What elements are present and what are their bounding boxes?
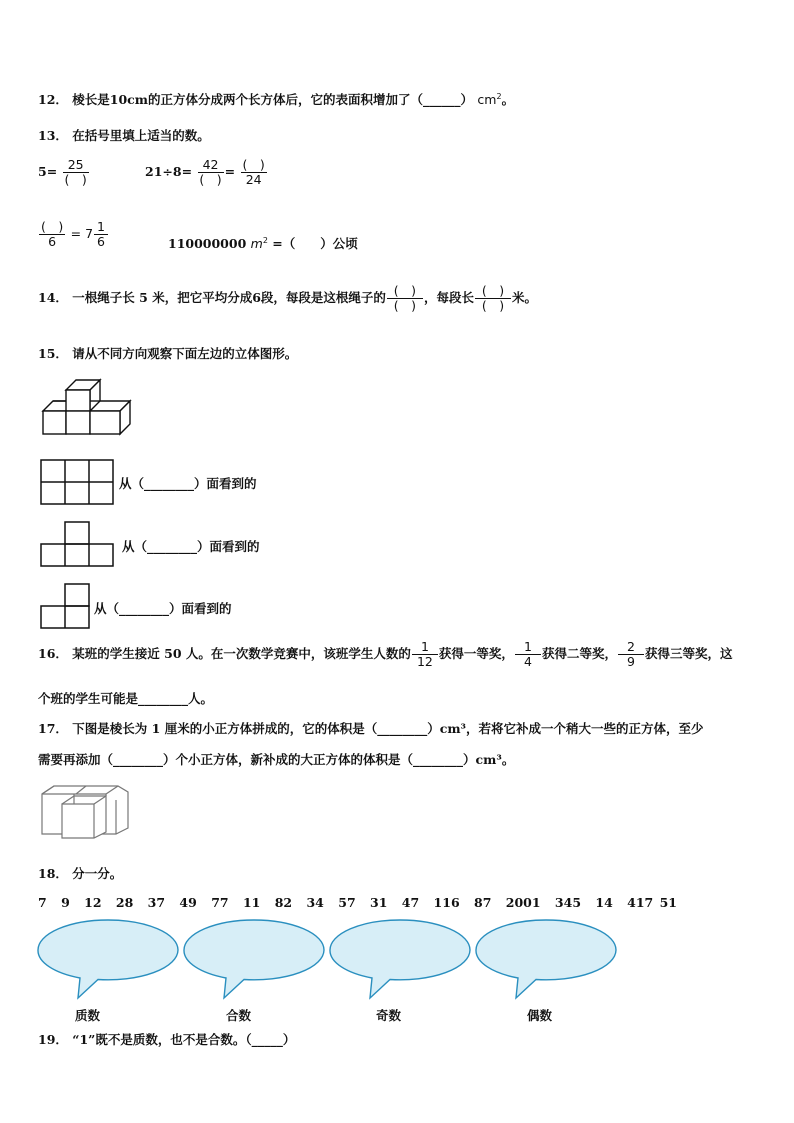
q14-f2-num-blank[interactable]: ( ) xyxy=(475,284,511,299)
q13-item-2: 21÷8= $\frac{42}{( )}$ = $\frac{( )}{24}$ xyxy=(145,157,265,187)
label-prime: 质数 xyxy=(75,1008,101,1023)
label-even: 偶数 xyxy=(527,1008,553,1023)
q14-f1-num-blank[interactable]: ( ) xyxy=(387,284,423,299)
question-14: 14． 一根绳子长 5 米，把它平均分成6段，每段是这根绳子的 $\frac{( )}{( )}$ ，每段长 $\frac{( )}{( )}$ 米。 xyxy=(38,283,537,313)
number-item[interactable]: 49 xyxy=(179,895,197,910)
bubble-odd[interactable] xyxy=(330,920,470,998)
view-grid-3 xyxy=(40,583,92,629)
bubble-even[interactable] xyxy=(476,920,616,998)
number-item[interactable]: 12 xyxy=(84,895,102,910)
number-item[interactable]: 2001 xyxy=(505,895,541,910)
speech-bubbles xyxy=(36,918,620,1000)
number-item[interactable]: 31 xyxy=(370,895,388,910)
q14-f1-den-blank[interactable]: ( ) xyxy=(393,297,417,313)
label-composite: 合数 xyxy=(226,1008,252,1023)
number-item[interactable]: 11 xyxy=(242,895,261,910)
q13-item1-blank[interactable]: ( ) xyxy=(64,171,87,187)
bubble-composite[interactable] xyxy=(184,920,324,998)
q17-line-2[interactable]: 需要再添加（________）个小正方体，新补成的大正方体的体积是（________）cm³。 xyxy=(38,752,515,767)
question-13: 13． 在括号里填上适当的数。 xyxy=(38,128,210,143)
number-list xyxy=(38,895,687,910)
question-18: 18． 分一分。 xyxy=(38,866,123,881)
view-grid-2 xyxy=(40,521,115,567)
q15-view-2-label[interactable]: 从（________）面看到的 xyxy=(122,539,260,554)
number-item[interactable]: 34 xyxy=(306,895,324,910)
number-item[interactable]: 417 xyxy=(627,895,654,910)
q15-view-1-label[interactable]: 从（________）面看到的 xyxy=(119,476,257,491)
q13-item-4: 110000000 $m^2$ =（ ）公顷 xyxy=(168,235,358,251)
q13-item-1: 5= $\frac{25}{( )}$ xyxy=(38,157,87,187)
view-grid-1 xyxy=(40,459,115,505)
number-item[interactable]: 57 xyxy=(338,895,356,910)
question-19: 19． “1”既不是质数，也不是合数。（_____） xyxy=(38,1032,296,1047)
number-item[interactable]: 7 xyxy=(38,895,47,910)
number-item[interactable]: 82 xyxy=(274,895,293,910)
q13-item-3: $\frac{( )}{6}$ = 7 $\frac{1}{6}$ xyxy=(38,220,109,249)
number-item[interactable]: 345 xyxy=(554,895,582,910)
number-item[interactable]: 47 xyxy=(401,895,420,910)
bubble-prime[interactable] xyxy=(38,920,178,998)
q16-line-2[interactable]: 个班的学生可能是________人。 xyxy=(38,691,214,706)
cube-stack-illustration xyxy=(40,784,132,840)
number-item[interactable]: 51 xyxy=(659,895,677,910)
label-odd: 奇数 xyxy=(376,1008,402,1023)
question-15: 15． 请从不同方向观察下面左边的立体图形。 xyxy=(38,346,298,361)
number-item[interactable]: 9 xyxy=(61,895,70,910)
q12-answer-blank[interactable]: ______ xyxy=(423,92,461,107)
number-item[interactable]: 14 xyxy=(595,895,613,910)
q15-view-3-label[interactable]: 从（________）面看到的 xyxy=(94,601,232,616)
number-item[interactable]: 28 xyxy=(115,895,134,910)
q14-f2-den-blank[interactable]: ( ) xyxy=(481,297,505,313)
question-17: 17． 下图是棱长为 1 厘米的小正方体拼成的，它的体积是（________）cm³，若将它补成一个稍大一些的正方体，至少 xyxy=(38,721,704,736)
number-item[interactable]: 116 xyxy=(433,895,460,910)
number-item[interactable]: 87 xyxy=(474,895,492,910)
q13-item4-blank[interactable]: =（ ）公顷 xyxy=(267,236,358,251)
solid-figure-illustration xyxy=(40,378,136,436)
q13-item3-blank[interactable]: ( ) xyxy=(41,219,64,234)
q13-item2-blank[interactable]: ( ) xyxy=(199,171,222,187)
q13-item2b-blank[interactable]: ( ) xyxy=(242,157,265,172)
number-item[interactable]: 37 xyxy=(147,895,166,910)
question-12: 12． 棱长是10cm的正方体分成两个长方体后，它的表面积增加了（______） $cm^2$。 xyxy=(38,91,515,107)
number-item[interactable]: 77 xyxy=(211,895,229,910)
question-16: 16． 某班的学生接近 50 人。在一次数学竞赛中，该班学生人数的 $\frac{1}{12}$ 获得一等奖， $\frac{1}{4}$ 获得二等奖， $\frac{2}{9}$ 获得三等奖，这 xyxy=(38,639,733,669)
